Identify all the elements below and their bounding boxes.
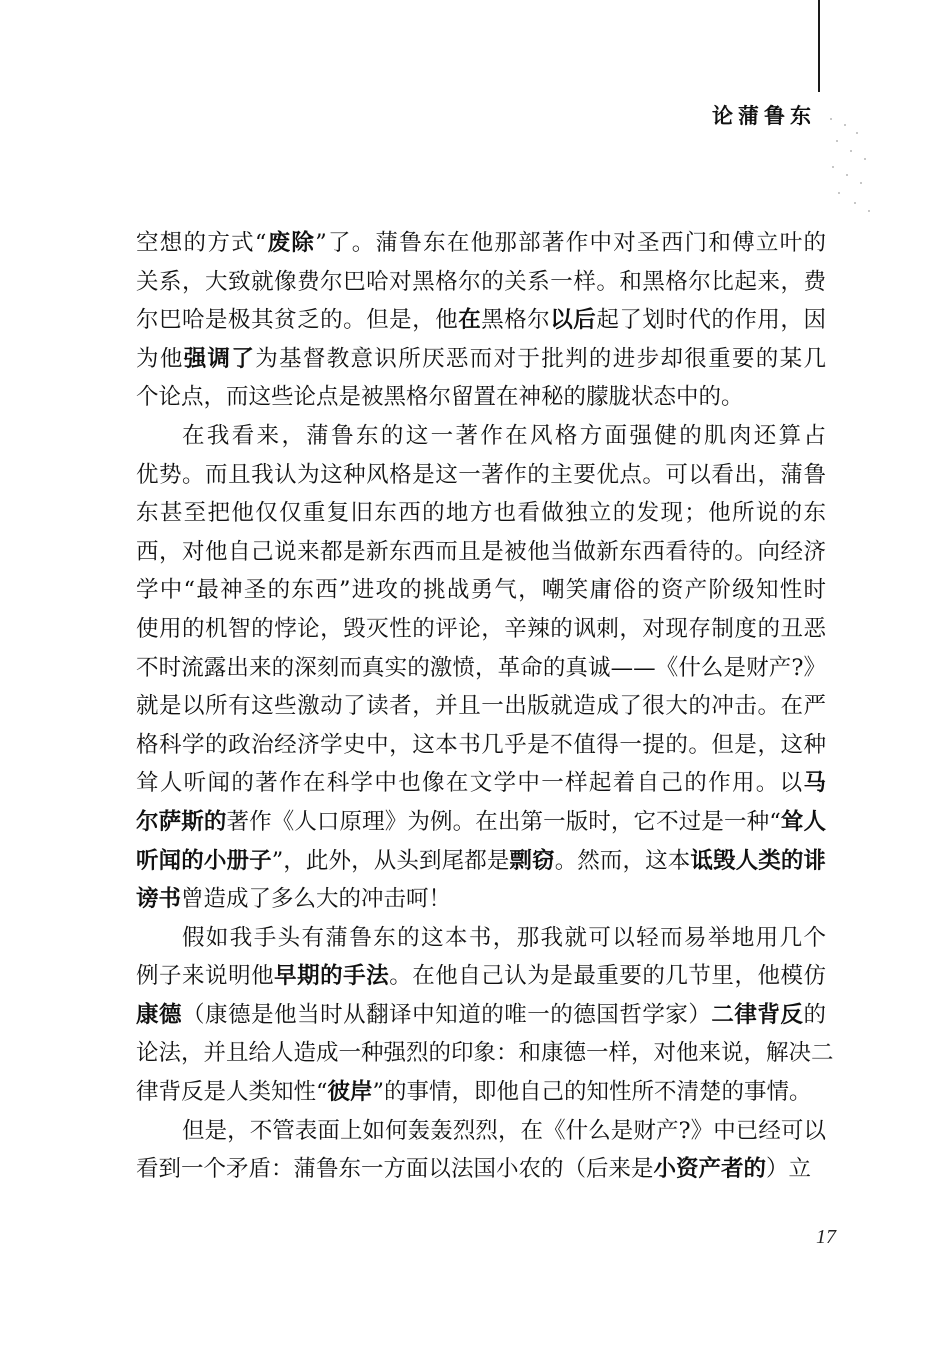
text-line bbox=[136, 842, 826, 881]
text-run: 空想的方式“ bbox=[136, 230, 267, 256]
text-run: 论法，并且给人造成一种强烈的印象：和康德一样，对他来说，解决二 bbox=[136, 1040, 834, 1067]
emphasis-text: 马 bbox=[803, 770, 826, 797]
text-run: 。在他自己认为是最重要的几节里，他模仿 bbox=[389, 963, 826, 990]
text-line bbox=[136, 533, 826, 572]
emphasis-text: 在 bbox=[458, 307, 482, 334]
emphasis-text: 诋毁人类的诽 bbox=[690, 847, 826, 874]
paragraph bbox=[136, 1112, 826, 1189]
text-line bbox=[136, 494, 826, 533]
text-run: 优势。而且我认为这种风格是这一著作的主要优点。可以看出，蒲鲁 bbox=[136, 461, 826, 488]
paragraph bbox=[136, 224, 826, 417]
text-line bbox=[136, 224, 826, 263]
print-speckles bbox=[826, 110, 876, 230]
text-run: 曾造成了多么大的冲击呵！ bbox=[181, 886, 452, 913]
emphasis-text: 彼岸 bbox=[327, 1079, 373, 1106]
emphasis-text: 强调了 bbox=[183, 345, 256, 372]
paragraph bbox=[136, 919, 834, 1112]
text-line bbox=[136, 610, 826, 649]
emphasis-text: 听闻的小册子 bbox=[136, 847, 272, 874]
text-run: 东甚至把他仅仅重复旧东西的地方也看做独立的发现；他所说的东 bbox=[136, 500, 826, 527]
text-line bbox=[136, 456, 826, 495]
text-run: ”了。蒲鲁东在他那部著作中对圣西门和傅立叶的 bbox=[315, 230, 826, 256]
text-run: 关系，大致就像费尔巴哈对黑格尔的关系一样。和黑格尔比起来，费 bbox=[136, 268, 826, 295]
emphasis-text: 小资产者的 bbox=[653, 1156, 767, 1183]
text-run: 在我看来，蒲鲁东的这一著作在风格方面强健的肌肉还算占 bbox=[182, 422, 826, 449]
text-run: ”，此外，从头到尾都是 bbox=[271, 847, 510, 874]
emphasis-text: 康德 bbox=[136, 1001, 183, 1028]
text-line bbox=[136, 1112, 826, 1151]
running-head-title: 论蒲鲁东 bbox=[712, 104, 816, 128]
emphasis-text: 剽窃 bbox=[509, 847, 555, 874]
text-line bbox=[136, 957, 826, 996]
text-run: 黑格尔 bbox=[481, 307, 551, 334]
text-run: 格科学的政治经济学史中，这本书几乎是不值得一提的。但是，这种 bbox=[136, 731, 826, 758]
text-run: 为他 bbox=[136, 345, 184, 372]
emphasis-text: 耸人 bbox=[780, 808, 826, 835]
text-line bbox=[136, 1073, 826, 1112]
text-run: 。然而，这本 bbox=[554, 847, 691, 874]
text-run: 但是，不管表面上如何轰轰烈烈，在《什么是财产?》中已经可以 bbox=[182, 1117, 826, 1144]
text-run: 使用的机智的悖论，毁灭性的评论，辛辣的讽刺，对现存制度的丑恶 bbox=[136, 615, 826, 642]
emphasis-text: 废除 bbox=[266, 230, 316, 256]
text-run: ”的事情，即他自己的知性所不清楚的事情。 bbox=[372, 1079, 812, 1106]
emphasis-text: 以后 bbox=[550, 307, 597, 334]
text-line bbox=[136, 1034, 834, 1073]
text-line bbox=[136, 649, 826, 688]
text-line bbox=[136, 571, 826, 610]
text-run: ）立 bbox=[766, 1156, 812, 1183]
text-run: 尔巴哈是极其贫乏的。但是，他 bbox=[136, 307, 459, 334]
text-run: 就是以所有这些激动了读者，并且一出版就造成了很大的冲击。在严 bbox=[136, 693, 826, 720]
text-line bbox=[136, 340, 826, 379]
text-run: 个论点，而这些论点是被黑格尔留置在神秘的朦胧状态中的。 bbox=[136, 384, 744, 411]
text-run: 著作《人口原理》为例。在出第一版时，它不过是一种“ bbox=[226, 808, 781, 835]
text-line bbox=[136, 687, 826, 726]
emphasis-text: 尔萨斯的 bbox=[136, 808, 227, 835]
page-number: 17 bbox=[816, 1226, 836, 1248]
text-line bbox=[136, 919, 826, 958]
text-line bbox=[136, 301, 826, 340]
text-line bbox=[136, 764, 826, 803]
text-run: 的 bbox=[803, 1001, 826, 1028]
text-line bbox=[136, 803, 826, 842]
text-run: 不时流露出来的深刻而真实的激愤，革命的真诚——《什么是财产?》 bbox=[136, 654, 826, 681]
text-line bbox=[136, 880, 826, 919]
text-run: 例子来说明他 bbox=[136, 963, 275, 990]
text-run: 为基督教意识所厌恶而对于批判的进步却很重要的某几 bbox=[255, 345, 826, 372]
text-line bbox=[136, 1150, 826, 1189]
text-line bbox=[136, 417, 826, 456]
emphasis-text: 谤书 bbox=[136, 886, 182, 913]
text-run: 耸人听闻的著作在科学中也像在文学中一样起着自己的作用。以 bbox=[136, 770, 804, 797]
margin-rule bbox=[818, 0, 820, 92]
text-line bbox=[136, 726, 826, 765]
body-text bbox=[136, 224, 834, 1189]
text-line bbox=[136, 996, 826, 1035]
text-run: 假如我手头有蒲鲁东的这本书，那我就可以轻而易举地用几个 bbox=[182, 924, 826, 951]
emphasis-text: 早期的手法 bbox=[274, 963, 390, 990]
paragraph bbox=[136, 417, 826, 919]
text-run: 看到一个矛盾：蒲鲁东一方面以法国小农的（后来是 bbox=[136, 1156, 654, 1183]
emphasis-text: 二律背反 bbox=[711, 1001, 804, 1028]
text-line bbox=[136, 263, 826, 302]
text-run: 西，对他自己说来都是新东西而且是被他当做新东西看待的。向经济 bbox=[136, 538, 826, 565]
text-line bbox=[136, 378, 826, 417]
text-run: 学中“最神圣的东西”进攻的挑战勇气，嘲笑庸俗的资产阶级知性时 bbox=[136, 577, 826, 604]
text-run: 律背反是人类知性“ bbox=[136, 1079, 328, 1106]
text-run: （康德是他当时从翻译中知道的唯一的德国哲学家） bbox=[182, 1001, 712, 1028]
text-run: 起了划时代的作用，因 bbox=[596, 307, 826, 334]
